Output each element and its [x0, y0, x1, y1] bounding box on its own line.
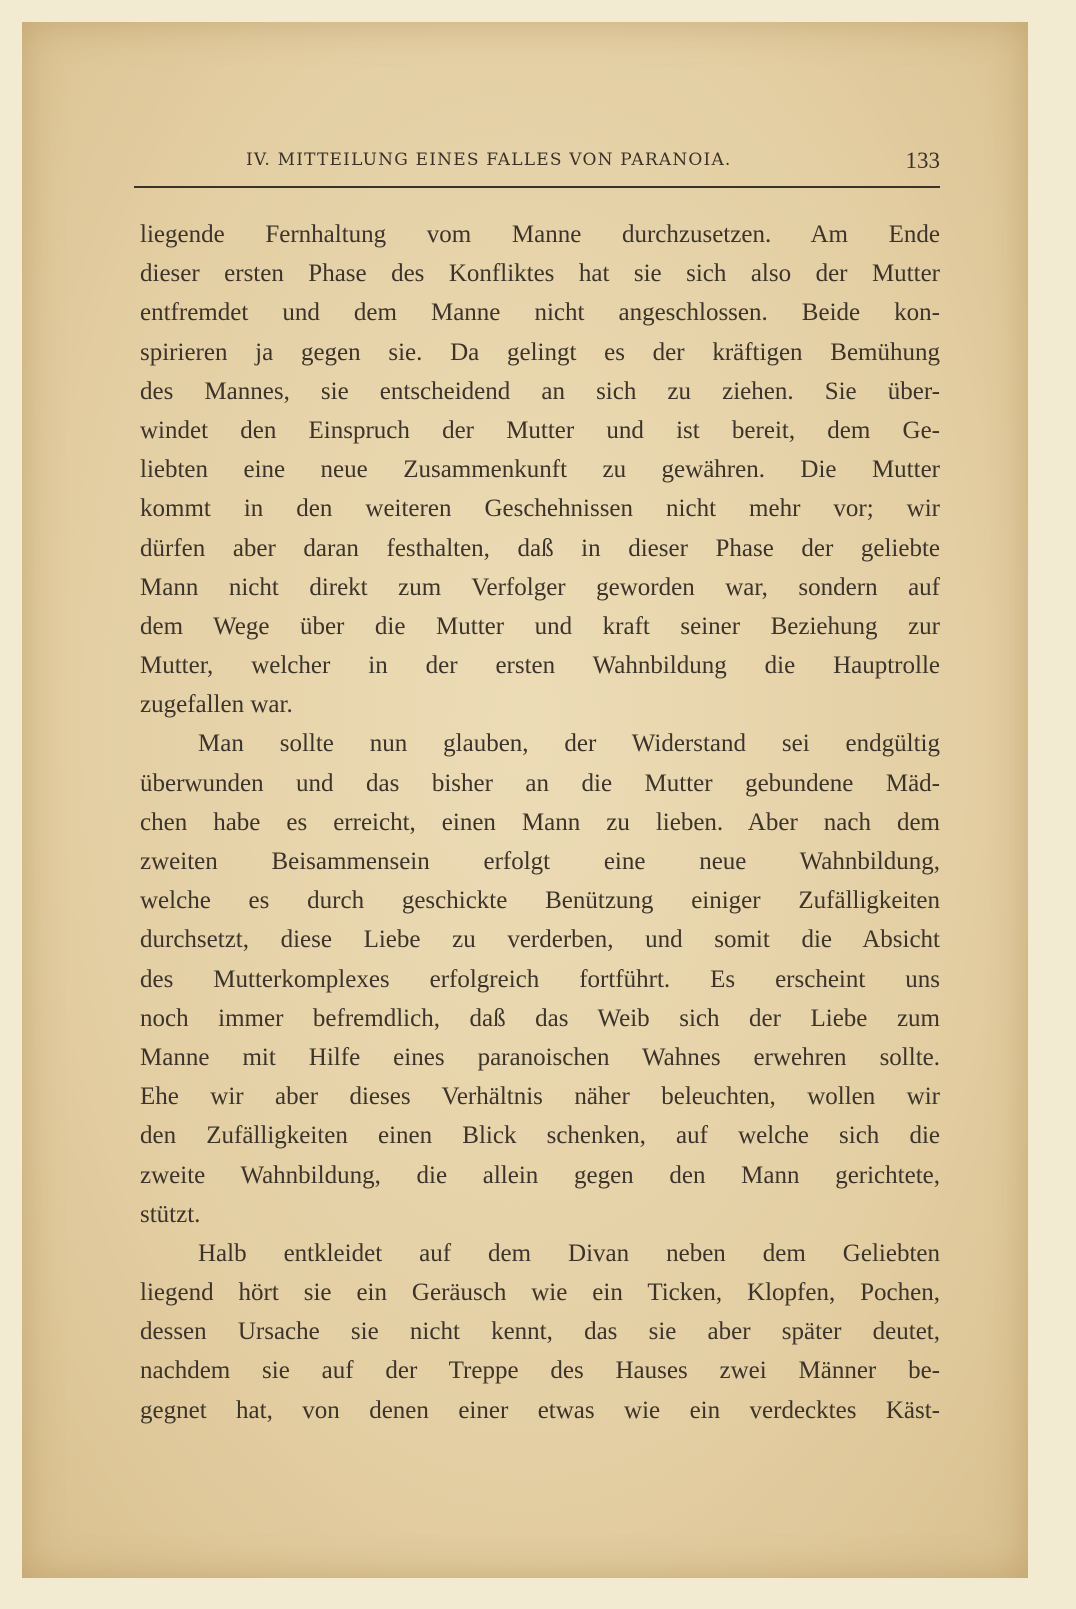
- text-line: überwunden und das bisher an die Mutter gebundene Mäd-: [140, 769, 940, 797]
- text-line: liegende Fernhaltung vom Manne durchzusetzen. Am Ende: [140, 221, 940, 248]
- text-line: dem Wege über die Mutter und kraft seiner Beziehung zur: [140, 612, 940, 640]
- paragraph-3: [140, 1234, 940, 1430]
- text-line: dessen Ursache sie nicht kennt, das sie aber später deutet,: [140, 1318, 940, 1346]
- text-line: zugefallen war.: [140, 691, 293, 719]
- text-line: Mutter, welcher in der ersten Wahnbildung die Hauptrolle: [140, 652, 940, 680]
- text-line: zweiten Beisammensein erfolgt eine neue Wahnbildung,: [140, 848, 940, 875]
- text-line: kommt in den weiteren Geschehnissen nicht mehr vor; wir: [140, 495, 940, 523]
- text-line: entfremdet und dem Manne nicht angeschlossen. Beide kon-: [140, 299, 940, 327]
- text-line: chen habe es erreicht, einen Mann zu lieben. Aber nach dem: [140, 808, 940, 836]
- text-line: Manne mit Hilfe eines paranoischen Wahnes erwehren sollte.: [140, 1043, 940, 1071]
- page-number: 133: [905, 148, 940, 173]
- book-page: [22, 22, 1028, 1578]
- paragraph-2: [140, 724, 940, 1233]
- text-line: dürfen aber daran festhalten, daß in dieser Phase der geliebte: [140, 534, 940, 562]
- text-line: Man sollte nun glauben, der Widerstand sei endgültig: [198, 730, 940, 758]
- body-text: [140, 215, 940, 1430]
- text-line: spirieren ja gegen sie. Da gelingt es der kräftigen Bemühung: [140, 338, 940, 366]
- text-line: dieser ersten Phase des Konfliktes hat sie sich also der Mutter: [140, 260, 940, 288]
- paragraph-1: [140, 215, 940, 724]
- text-line: welche es durch geschickte Benützung einiger Zufälligkeiten: [140, 887, 940, 915]
- text-line: liebten eine neue Zusammenkunft zu gewähren. Die Mutter: [140, 456, 940, 484]
- text-line: des Mutterkomplexes erfolgreich fortführt. Es erscheint uns: [140, 965, 940, 993]
- page-header: [134, 150, 940, 188]
- text-line: gegnet hat, von denen einer etwas wie ein verdecktes Käst-: [140, 1396, 940, 1424]
- text-line: windet den Einspruch der Mutter und ist bereit, dem Ge-: [140, 416, 940, 444]
- text-line: Mann nicht direkt zum Verfolger geworden war, sondern auf: [140, 573, 940, 601]
- text-line: Ehe wir aber dieses Verhältnis näher beleuchten, wollen wir: [140, 1083, 940, 1111]
- running-title: IV. MITTEILUNG EINES FALLES VON PARANOIA.: [246, 150, 732, 170]
- text-line: durchsetzt, diese Liebe zu verderben, und somit die Absicht: [140, 926, 940, 954]
- text-line: Halb entkleidet auf dem Divan neben dem Geliebten: [198, 1239, 940, 1267]
- text-line: noch immer befremdlich, daß das Weib sich der Liebe zum: [140, 1004, 940, 1032]
- text-line: stützt.: [140, 1200, 201, 1228]
- text-line: den Zufälligkeiten einen Blick schenken, auf welche sich die: [140, 1122, 940, 1150]
- text-line: des Mannes, sie entscheidend an sich zu ziehen. Sie über-: [140, 377, 940, 405]
- text-line: liegend hört sie ein Geräusch wie ein Ticken, Klopfen, Pochen,: [140, 1279, 940, 1307]
- text-line: zweite Wahnbildung, die allein gegen den Mann gerichtete,: [140, 1161, 940, 1189]
- text-line: nachdem sie auf der Treppe des Hauses zwei Männer be-: [140, 1357, 940, 1385]
